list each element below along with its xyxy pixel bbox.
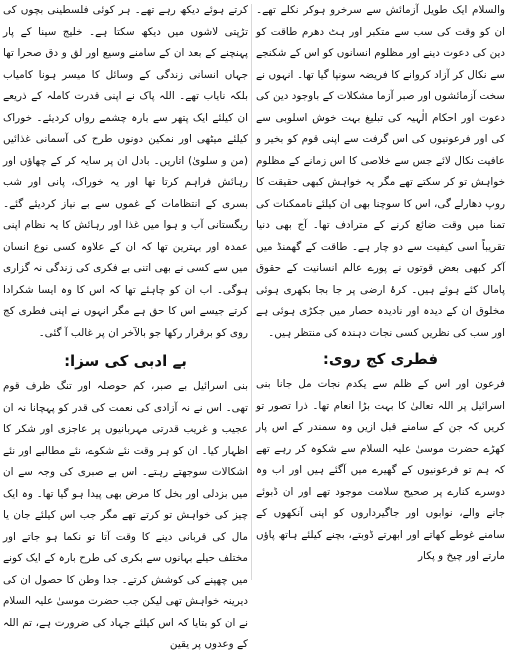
right-column-paragraph-2: فرعون اور اس کے ظلم سے یکدم نجات مل جانا بنی اسرائیل پر اللہ تعالیٰ کا بہت بڑا انعام تھا۔ ذرا تصور تو کریں کہ جن کے سامنے قبل ازیں وہ سمندر کے اس پار کھڑے حضرت موسیٰ علیہ السلام سے شکوہ کر رہے تھے کہ ہم تو فرعونیوں کے گھیرے میں آگئے ہیں اور اب وہ دوسرے کنارے پر صحیح سلامت موجود تھے اور ان ڈبوئے جانے والے، نوابوں اور جاگیرداروں کو اپنی آنکھوں کے سامنے غوطے کھاتے اور ابھرتے ڈوبتے، بچنے کیلئے ہاتھ پاؤں مارتے اور چیخ و پکار xyxy=(256,378,505,562)
left-column-heading: بے ادبی کی سزا: xyxy=(64,352,187,370)
right-column-heading: فطری کج روی: xyxy=(322,350,439,368)
left-column-paragraph-2: بنی اسرائیل بے صبر، کم حوصلہ اور تنگ ظرف قوم تھی۔ اس نے نہ آزادی کی نعمت کی قدر کو پہچانا نہ ان عجیب و غریب قدرتی مہربانیوں پر عاجزی اور شکر کا اظہار کیا۔ ان کو ہر وقت نئے شکوے، نئے مطالبے اور نئے اشکالات سوجھتے رہتے۔ اس بے صبری کی وجہ سے ان میں بزدلی اور بخل کا مرض بھی پیدا ہو گیا تھا۔ وہ ایک چیز کی خواہش تو کرتے تھے مگر جب اس کیلئے جان یا مال کی قربانی دینے کا وقت آتا تو نکما ہو جاتے اور مختلف حیلے بہانوں سے بکری کی طرح بارہ کے ایک کونے میں چھپنے کی کوشش کرتے۔ جدا وطن کا حصول ان کی دیرینہ خواہش تھی لیکن جب حضرت موسیٰ علیہ السلام نے ان کو بتایا کہ اس کیلئے جہاد کی ضرورت ہے، تم اللہ کے وعدوں پر یقین xyxy=(3,380,248,650)
right-column xyxy=(256,0,505,584)
left-column xyxy=(3,0,248,650)
left-column-paragraph-1: کرتے ہوئے دیکھ رہے تھے۔ ہر کوئی فلسطینی بچوں کی تڑپتی لاشوں میں دیکھ سکتا ہے۔ خلیج سینا کے پار پہنچنے کے بعد ان کے سامنے وسیع اور لق و دق صحرا تھا جہاں انسانی زندگی کے وسائل کا میسر ہونا کامیاب بلکہ نایاب تھے۔ اللہ پاک نے اپنی قدرت کاملہ کے ذریعے ان کیلئے ایک پتھر سے بارہ چشمے رواں کردیئے۔ خوراک کیلئے میٹھی اور نمکین دونوں طرح کی آسمانی غذائیں (من و سلویٰ) اتاریں۔ بادل ان پر سایہ کر کے چھاؤں اور رہائش فراہم کرتا تھا اور یہ خوراک، پانی اور شب بسری کے انتظامات کے غموں سے بے نیاز کردیئے گئے۔ ریگستانی آب و ہوا میں غذا اور رہائش کا یہ نظام اپنی عمدہ اور بہترین تھا کہ ان کے علاوہ کسی نوع انسان میں سے کسی نے بھی اتنی بے فکری کی زندگی نہ گزاری ہوگی۔ اب ان کو چاہئے تھا کہ اس کا وہ ایسا شکرادا کرتے جیسے اس کا حق ہے مگر انہوں نے اپنی فطری کج روی کو برقرار رکھا جو بالآخر ان پر غالب آ گئی۔ xyxy=(3,4,248,339)
column-divider xyxy=(251,4,252,580)
right-column-paragraph-1: والسلام ایک طویل آزمائش سے سرخرو ہوکر نکلے تھے۔ ان کو وقت کی سب سے متکبر اور ہٹ دھرم طاقت کو دین کی دعوت دینے اور مظلوم انسانوں کو اس کے شکنجے سے نکال کر آزاد کروانے کا فریضہ سونپا گیا تھا۔ انہوں نے سخت آزمائشوں اور صبر آزما مشکلات کے باوجود دین کی دعوت اور احکام الٰہیہ کی تبلیغ بہت خوش اسلوبی سے کی اور فرعونیوں کی اس گرفت سے اپنی قوم کو بخیر و عافیت نکال لائے جس سے خلاصی کا اس زمانے کے مظلوم خواہش تو کر سکتے تھے مگر یہ خواہش کبھی حقیقت کا روپ دھارلے گی، اس کا سوچنا بھی ان کیلئے ناممکنات کی تمنا میں وقت ضائع کرنے کے مترادف تھا۔ آج بھی دنیا تقریباً اسی کیفیت سے دو چار ہے۔ طاقت کے گھمنڈ میں آکر کبھی بعض قوتوں نے پورے عالم انسانیت کے حقوق پامال کئے ہوئے ہیں۔ کرۂ ارضی پر جا بجا بکھری ہوئی مخلوق ان کے دیدہ اور نادیدہ حصار میں جکڑی ہوئی ہے اور سب کی نظریں کسی نجات دہندہ کی منتظر ہیں۔ xyxy=(256,4,505,339)
